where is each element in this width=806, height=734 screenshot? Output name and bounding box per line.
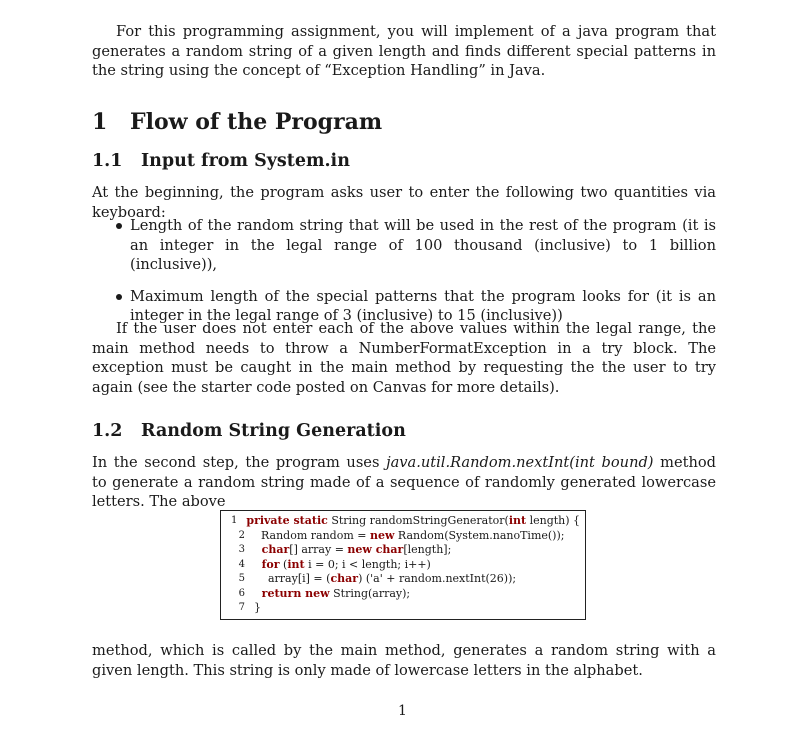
intro-paragraph: For this programming assignment, you will implement of a java program that generates a random string of a given length and finds different special patterns in the string using the concept of “Exception Handling” in Java. [92,23,716,79]
section-number: 1 [92,109,108,135]
list-item: Maximum length of the special patterns that the program looks for (it is an integer in the legal range of 3 (inclusive) to 15 (inclusive)) [92,287,716,326]
subsection-title: Random String Generation [141,421,406,441]
section-1-1-heading [92,151,350,171]
subsection-number: 1.1 [92,151,123,171]
exception-paragraph: If the user does not enter each of the above values within the legal range, the main method needs to throw a NumberFormatException in a try block. The exception must be caught in the main method by requesting the the user to try again (see the starter code posted on Canvas for more details). [92,320,716,396]
code-line: 2 Random random = new Random(System.nanoTime()); [238,528,565,542]
code-listing [220,510,586,620]
method-reference: java.util.Random.nextInt(int bound) [386,454,654,471]
code-line: 4 for ( int i = 0; i < length; i++) [238,557,431,571]
subsection-title: Input from System.in [141,151,350,171]
section-1-2-heading [92,421,406,441]
bullet-icon [116,294,122,300]
code-line: 7 } [238,601,261,614]
page-number: 1 [398,703,407,719]
code-line: 1 private static String randomStringGenerator( int length) { [231,514,581,527]
random-after-paragraph: method, which is called by the main method, generates a random string with a given length. This string is only made of lowercase letters in the alphabet. [92,642,716,679]
list-item: Length of the random string that will be used in the rest of the program (it is an integer in the legal range of 100 thousand (inclusive) to 1 billion (inclusive)), [92,216,716,275]
section-1-heading [92,109,382,135]
bullet-icon [116,223,122,229]
code-line: 5 array[i] = ( char ) ('a' + random.nextInt(26)); [238,572,517,585]
section-title: Flow of the Program [130,109,383,135]
code-line: 3 char [] array = new char [length]; [238,543,452,556]
code-line: 6 return new String(array); [238,586,411,600]
random-lead-paragraph: In the second step, the program uses java.util.Random.nextInt(int bound) method to generate a random string made of a sequence of randomly generated lowercase letters. The above [92,454,716,510]
input-lead-paragraph: At the beginning, the program asks user to enter the following two quantities via keyboard: [92,184,716,221]
subsection-number: 1.2 [92,421,123,441]
input-bullet-list [92,216,716,326]
